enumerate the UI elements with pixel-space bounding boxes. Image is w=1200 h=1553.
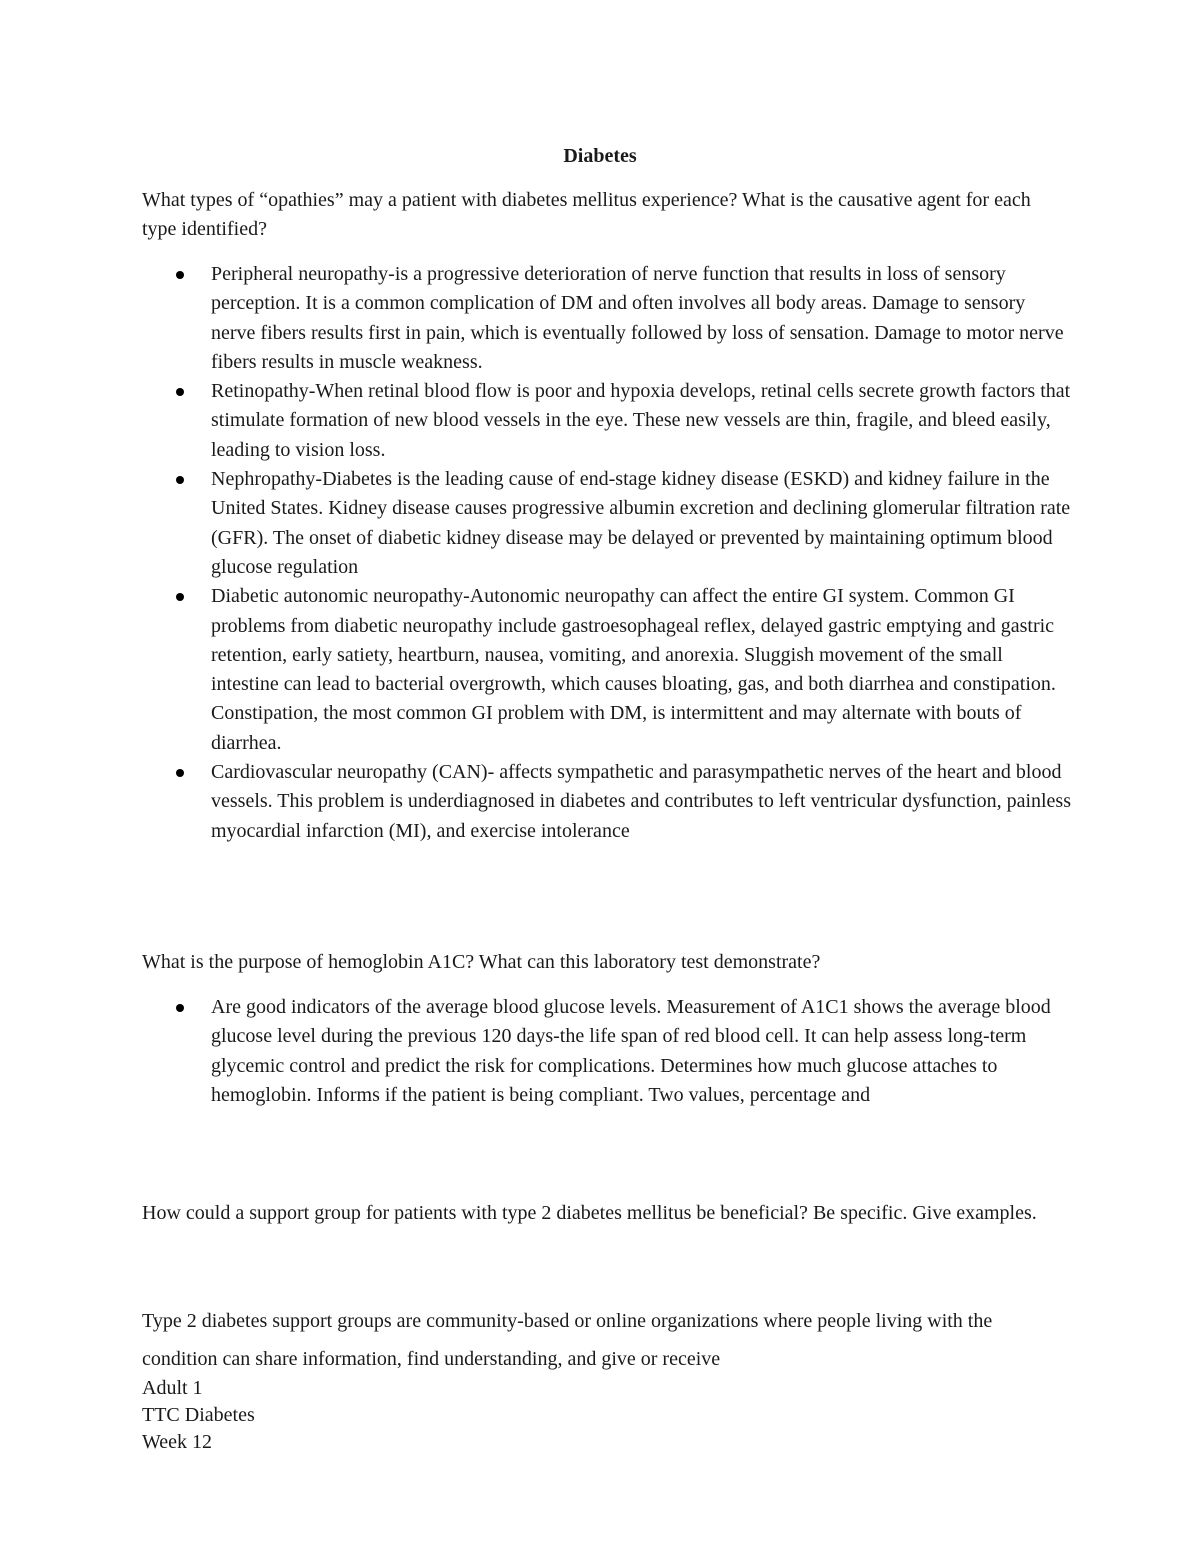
support-group-answer: Type 2 diabetes support groups are community-based or online organizations where people living with the condition can share information, find understanding, and give or receive (142, 1310, 993, 1370)
bullet-icon (176, 1004, 184, 1012)
list-item (142, 377, 1072, 465)
list-item (142, 260, 1072, 377)
opathies-list (142, 260, 1072, 846)
list-item-text: Nephropathy-Diabetes is the leading cause of end-stage kidney disease (ESKD) and kidney failure in the United States. Kidney disease causes progressive albumin excretion and declining glomerular filtration rate (GFR). The onset of diabetic kidney disease may be delayed or prevented by maintaining optimum blood glucose regulation (211, 468, 1071, 578)
list-item-text: Diabetic autonomic neuropathy-Autonomic neuropathy can affect the entire GI system. Common GI problems from diabetic neuropathy include gastroesophageal reflex, delayed gastric emptying and gastric retention, early satiety, heartburn, nausea, vomiting, and anorexia. Sluggish movement of the small intestine can lead to bacterial overgrowth, which causes bloating, gas, and both diarrhea and constipation. Constipation, the most common GI problem with DM, is intermittent and may alternate with bouts of diarrhea. (211, 585, 1056, 754)
list-item (142, 465, 1072, 582)
document-title: Diabetes (563, 145, 637, 167)
list-item-text: Peripheral neuropathy-is a progressive deterioration of nerve function that results in loss of sensory perception. It is a common complication of DM and often involves all body areas. Damage to sensory nerve fibers results first in pain, which is eventually followed by loss of sensation. Damage to motor nerve fibers results in muscle weakness. (211, 263, 1064, 373)
list-item (142, 582, 1072, 758)
question-opathies: What types of “opathies” may a patient with diabetes mellitus experience? What is the causative agent for each type identified? (142, 189, 1031, 241)
a1c-list (142, 993, 1072, 1110)
bullet-icon (176, 593, 184, 601)
bullet-icon (176, 476, 184, 484)
question-support-group: How could a support group for patients with type 2 diabetes mellitus be beneficial? Be specific. Give examples. (142, 1202, 1037, 1224)
list-item-text: Retinopathy-When retinal blood flow is poor and hypoxia develops, retinal cells secrete growth factors that stimulate formation of new blood vessels in the eye. These new vessels are thin, fragile, and bleed easily, leading to vision loss. (211, 380, 1071, 461)
footer-line-course: Adult 1 (142, 1377, 203, 1399)
bullet-icon (176, 271, 184, 279)
list-item-text: Are good indicators of the average blood glucose levels. Measurement of A1C1 shows the average blood glucose level during the previous 120 days-the life span of red blood cell. It can help assess long-term glycemic control and predict the risk for complications. Determines how much glucose attaches to hemoglobin. Informs if the patient is being compliant. Two values, percentage and (211, 996, 1051, 1106)
footer-line-week: Week 12 (142, 1431, 213, 1453)
bullet-icon (176, 388, 184, 396)
list-item (142, 993, 1072, 1110)
bullet-icon (176, 769, 184, 777)
list-item-text: Cardiovascular neuropathy (CAN)- affects sympathetic and parasympathetic nerves of the heart and blood vessels. This problem is underdiagnosed in diabetes and contributes to left ventricular dysfunction, painless myocardial infarction (MI), and exercise intolerance (211, 761, 1071, 842)
footer-line-topic: TTC Diabetes (142, 1404, 255, 1426)
list-item (142, 758, 1072, 846)
question-a1c: What is the purpose of hemoglobin A1C? What can this laboratory test demonstrate? (142, 951, 821, 973)
document-footer (142, 1375, 255, 1456)
